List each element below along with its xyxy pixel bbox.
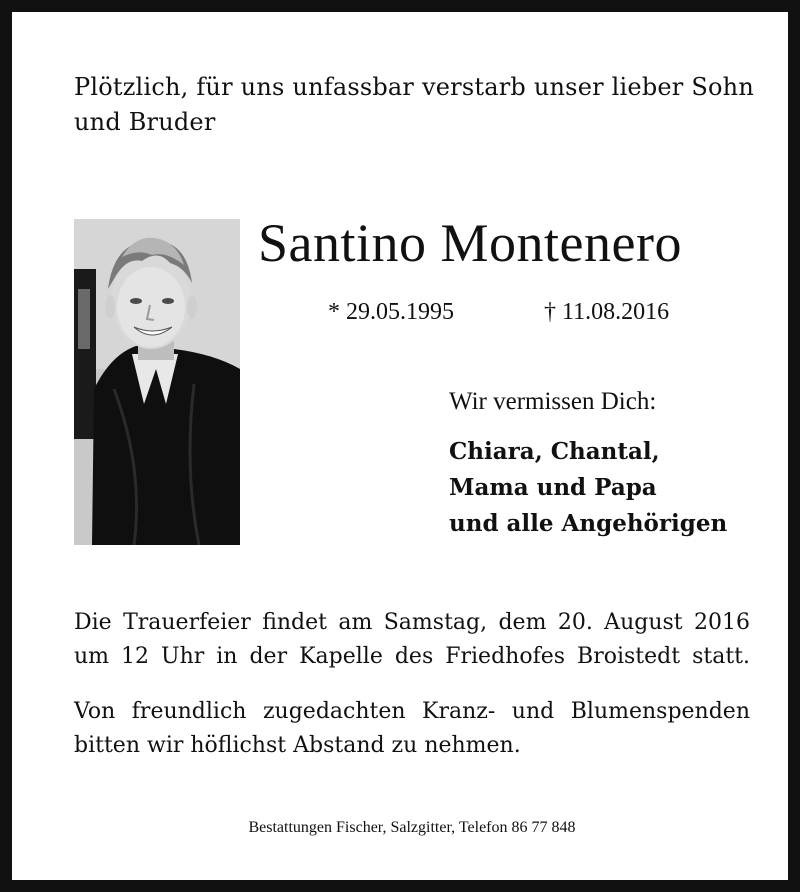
- portrait-image: [74, 219, 240, 545]
- mourner-line: Chiara, Chantal,: [449, 438, 660, 465]
- funeral-line: Die Trauerfeier findet am Samstag, dem 20. August 2016: [74, 610, 750, 635]
- flowers-line: Von freundlich zugedachten Kranz- und Blumenspenden: [74, 699, 750, 724]
- mourners-list: [449, 434, 727, 542]
- portrait-photo: [74, 219, 240, 545]
- mourner-line: Mama und Papa: [449, 474, 657, 501]
- funeral-line: um 12 Uhr in der Kapelle des Friedhofes Broistedt statt.: [74, 644, 750, 669]
- funeral-details: [74, 606, 750, 674]
- birth-date: * 29.05.1995: [328, 299, 454, 325]
- death-date: † 11.08.2016: [544, 299, 670, 325]
- flower-donation-note: [74, 695, 750, 763]
- mourner-line: und alle Angehörigen: [449, 510, 728, 537]
- flowers-line: bitten wir höflichst Abstand zu nehmen.: [74, 733, 521, 758]
- miss-heading: Wir vermissen Dich:: [449, 388, 657, 415]
- undertaker-info: Bestattungen Fischer, Salzgitter, Telefon 86 77 848: [248, 819, 576, 836]
- intro-text: Plötzlich, für uns unfassbar verstarb unser lieber Sohn und Bruder: [74, 73, 754, 136]
- deceased-name: Santino Montenero: [258, 213, 682, 273]
